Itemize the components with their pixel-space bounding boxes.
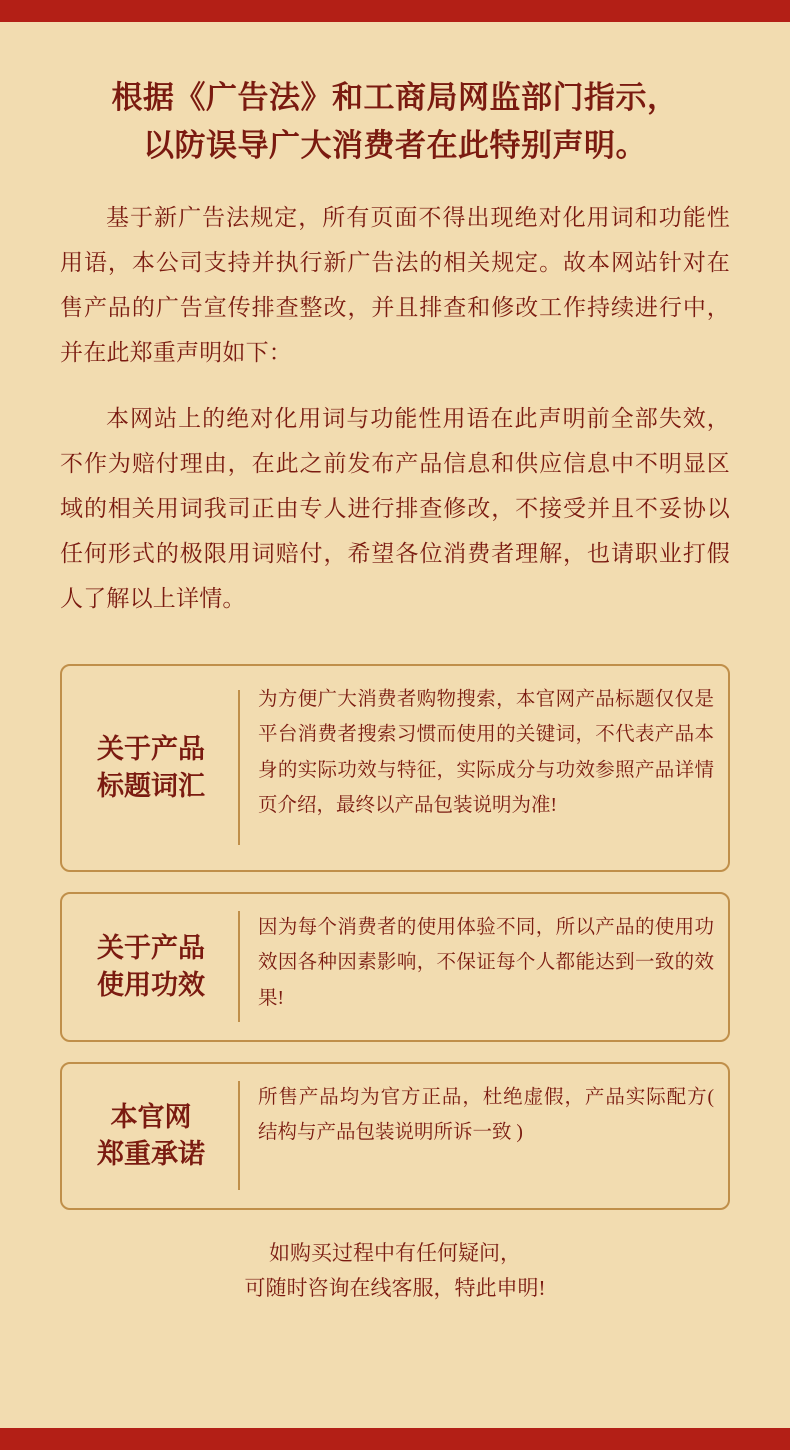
card-title <box>62 894 240 1040</box>
card-title-line-1: 关于产品 <box>97 734 205 765</box>
card-product-title-terms <box>60 664 730 872</box>
statement-body <box>60 196 730 622</box>
card-official-promise <box>60 1062 730 1210</box>
card-title-line-2: 使用功效 <box>97 969 205 1000</box>
bottom-red-band <box>0 1428 790 1450</box>
statement-cards <box>60 664 730 1210</box>
card-body: 所售产品均为官方正品，杜绝虚假，产品实际配方( 结构与产品包装说明所诉一致 ) <box>258 1086 714 1144</box>
statement-panel <box>0 22 790 1428</box>
statement-content <box>0 22 790 1307</box>
statement-paragraph-1: 基于新广告法规定，所有页面不得出现绝对化用词和功能性用语，本公司支持并执行新广告法的相关规定。故本网站针对在售产品的广告宣传排查整改，并且排查和修改工作持续进行中，并在此郑重声明如下： <box>60 205 730 365</box>
card-product-efficacy <box>60 892 730 1042</box>
top-red-band <box>0 0 790 22</box>
footnote <box>60 1236 730 1307</box>
statement-paragraph-2: 本网站上的绝对化用词与功能性用语在此声明前全部失效，不作为赔付理由，在此之前发布产品信息和供应信息中不明显区域的相关用词我司正由专人进行排查修改，不接受并且不妥协以任何形式的极限用词赔付，希望各位消费者理解，也请职业打假人了解以上详情。 <box>60 406 730 611</box>
footnote-line-1: 如购买过程中有任何疑问， <box>269 1240 521 1265</box>
card-body: 为方便广大消费者购物搜索，本官网产品标题仅仅是平台消费者搜索习惯而使用的关键词，不代表产品本身的实际功效与特征，实际成分与功效参照产品详情页介绍，最终以产品包装说明为准! <box>258 688 714 817</box>
page-title-line-2: 以防误导广大消费者在此特别声明。 <box>143 128 647 164</box>
card-title-line-2: 郑重承诺 <box>97 1138 205 1169</box>
card-body: 因为每个消费者的使用体验不同，所以产品的使用功效因各种因素影响，不保证每个人都能达到一致的效果! <box>258 916 714 1009</box>
card-title <box>62 1064 240 1208</box>
page-title <box>60 74 730 170</box>
card-title-line-2: 标题词汇 <box>97 770 205 801</box>
card-title <box>62 666 240 870</box>
page-title-line-1: 根据《广告法》和工商局网监部门指示， <box>111 80 679 115</box>
footnote-line-2: 可随时咨询在线客服，特此申明! <box>244 1276 546 1301</box>
card-title-line-1: 关于产品 <box>97 933 205 964</box>
card-title-line-1: 本官网 <box>110 1102 192 1133</box>
